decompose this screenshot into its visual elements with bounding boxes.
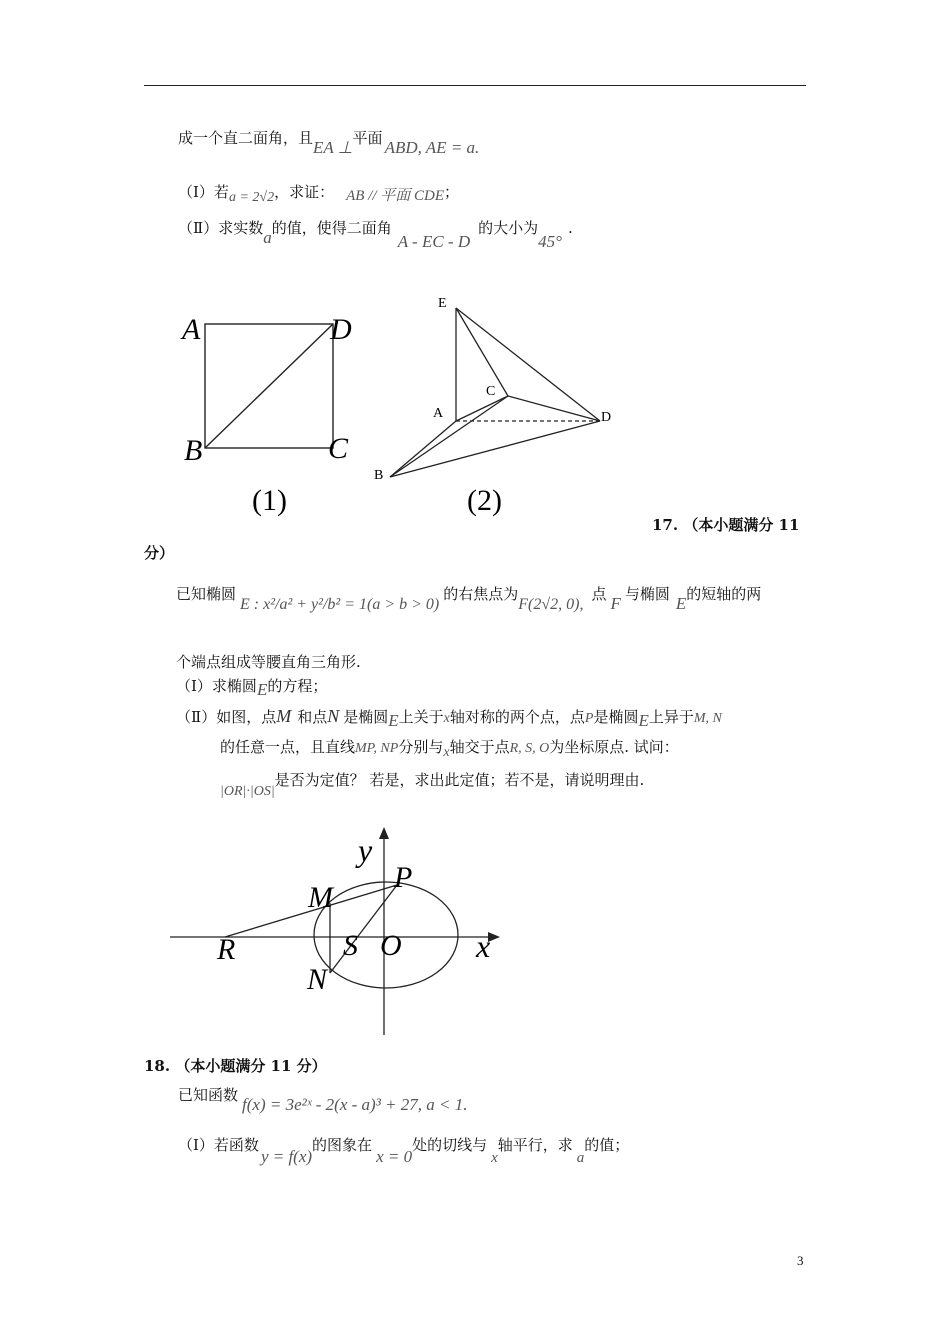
p17-line5-lines: MP, NP: [355, 741, 399, 756]
p18-line2-math1: y = f(x): [260, 1147, 313, 1166]
fig3-label-o: O: [380, 929, 402, 962]
diagonal-bd: [205, 324, 333, 448]
p16-line3-mid: 的值，使得二面角: [271, 219, 392, 237]
header-rule: [144, 85, 806, 86]
fig2-caption: (2): [467, 484, 502, 517]
focus-coordinate: F(2√2, 0),: [518, 596, 584, 613]
p18-line1: [178, 1085, 468, 1114]
fig3-label-p: P: [394, 861, 413, 894]
p17-line5-a: 的任意一点，且直线: [220, 738, 356, 756]
p16-line3: [178, 218, 573, 251]
p17-line1: [176, 584, 762, 613]
p17-line6-text: 是否为定值？ 若是，求出此定值；若不是，请说明理由.: [274, 771, 645, 789]
ellipse-equation: E : x²/a² + y²/b² = 1(a > b > 0): [240, 596, 440, 613]
edge-ec: [456, 308, 508, 396]
p17-line4-e: 是椭圆: [593, 708, 639, 726]
p17-line5: [220, 737, 679, 759]
p18-line2-b: 处的切线与: [412, 1136, 488, 1154]
p17-line3-prefix: （Ⅰ）求椭圆: [176, 677, 257, 695]
p16-line1-math1: EA ⊥: [313, 138, 353, 157]
p17-line3-math1: E: [256, 680, 268, 699]
p16-line2: [178, 182, 459, 204]
p16-line3-prefix: （Ⅱ）求实数: [178, 219, 264, 237]
fig3-label-s: S: [343, 929, 358, 962]
y-axis-arrow: [379, 827, 389, 839]
p18-line2-c: 轴平行，求: [497, 1136, 573, 1154]
p17-line1-math3: F: [610, 594, 621, 613]
p17-line2: 个端点组成等腰直角三角形.: [176, 653, 361, 671]
p16-line3-math1: a: [263, 228, 272, 247]
edge-ed: [456, 308, 600, 421]
p17-line4-d: 轴对称的两个点，点: [449, 708, 585, 726]
p16-line2-mid: ，求证：: [274, 183, 335, 201]
fig1-label-a: A: [182, 313, 201, 346]
p17-header-cont: 分）: [144, 544, 175, 562]
fig3-label-y: y: [358, 832, 373, 868]
fig3-label-n: N: [307, 963, 328, 996]
edge-ac: [456, 396, 508, 421]
p17-line1-end: 的短轴的两: [686, 585, 762, 603]
p18-line2-prefix: （Ⅰ）若函数: [178, 1136, 259, 1154]
p17-header: 17. （本小题满分 11: [652, 516, 800, 534]
p17-line3-end: 的方程；: [267, 677, 328, 695]
p16-line2-math1: a = 2√2: [228, 190, 275, 205]
fig2-label-d: D: [601, 410, 612, 425]
p17-line1-mid: 的右焦点为: [443, 585, 519, 603]
edge-cd: [508, 396, 600, 421]
p17-line4-n: N: [327, 706, 340, 726]
p17-line4-p: P: [584, 711, 594, 726]
p16-line2-prefix: （Ⅰ）若: [178, 183, 229, 201]
edge-bc: [390, 396, 508, 477]
p17-line1-mid3: 与椭圆: [624, 585, 670, 603]
p17-line6: [220, 770, 645, 799]
fig3-label-x: x: [476, 928, 491, 964]
fig1-label-c: C: [328, 432, 349, 465]
p16-line2-math2: AB // 平面 CDE: [346, 188, 445, 204]
p17-line4-x: x: [443, 711, 450, 726]
p16-line2-end: ；: [444, 183, 460, 201]
p18-line1-prefix: 已知函数: [178, 1086, 239, 1104]
figure-2-tetrahedron: [365, 290, 635, 530]
p17-line1-mid2: 点: [591, 585, 607, 603]
p17-line4-mn: M, N: [693, 711, 722, 726]
p17-line4-b: 是椭圆: [343, 708, 389, 726]
edge-bd: [390, 421, 600, 477]
p16-line3-end: .: [567, 219, 573, 237]
fig2-label-c: C: [486, 384, 496, 399]
p17-line4: [176, 706, 722, 729]
fig2-label-a: A: [433, 406, 444, 421]
p16-line3-math2: A - EC - D: [397, 232, 471, 251]
p16-line1-mid: 平面: [352, 129, 383, 147]
p17-line5-c: 轴交于点: [449, 738, 510, 756]
p18-header: 18. （本小题满分 11 分）: [144, 1057, 327, 1075]
fig1-caption: (1): [252, 484, 287, 517]
p16-line1-math2: ABD, AE = a.: [384, 138, 480, 157]
p17-line1-math4: E: [675, 594, 687, 613]
fig3-label-m: M: [308, 881, 333, 914]
p16-line3-math3: 45°: [538, 232, 562, 251]
p17-line5-d: 为坐标原点. 试问：: [549, 738, 679, 756]
p18-line2-a: 的图象在: [312, 1136, 373, 1154]
p17-line5-points: R, S, O: [509, 741, 550, 756]
p17-line4-m: M: [276, 706, 292, 726]
p18-line2-math2: x = 0: [376, 1147, 413, 1166]
p17-line6-product: |OR|·|OS|: [220, 784, 275, 799]
p17-line4-e1: E: [388, 711, 399, 730]
p17-line4-e2: E: [638, 711, 649, 730]
p17-line4-c: 上关于: [398, 708, 444, 726]
figure-3-ellipse: [160, 825, 520, 1045]
p18-line2-math3: x: [491, 1150, 498, 1166]
p17-line4-f: 上异于: [648, 708, 694, 726]
fig1-label-b: B: [184, 434, 203, 467]
p17-line3: [176, 676, 328, 699]
fig2-label-b: B: [374, 468, 384, 483]
p18-line2-end: 的值；: [584, 1136, 630, 1154]
fig1-label-d: D: [330, 313, 352, 346]
p18-line2-math4: a: [576, 1150, 585, 1166]
page-number: 3: [797, 1253, 804, 1268]
p16-line3-mid2: 的大小为: [478, 219, 539, 237]
function-definition: f(x) = 3e²ˣ - 2(x - a)³ + 27, a < 1.: [242, 1095, 468, 1114]
fig3-label-r: R: [217, 933, 236, 966]
p17-line5-x: x: [443, 745, 450, 760]
figure-1-square: [170, 300, 370, 530]
p17-line4-prefix: （Ⅱ）如图，点: [176, 708, 277, 726]
p17-line4-a: 和点: [297, 708, 328, 726]
p17-line5-b: 分别与: [398, 738, 444, 756]
fig2-label-e: E: [438, 296, 447, 311]
p17-line1-prefix: 已知椭圆: [176, 585, 237, 603]
p16-line1-text: 成一个直二面角，且: [178, 129, 314, 147]
p16-line1: [178, 128, 480, 157]
p18-line2: [178, 1135, 630, 1166]
